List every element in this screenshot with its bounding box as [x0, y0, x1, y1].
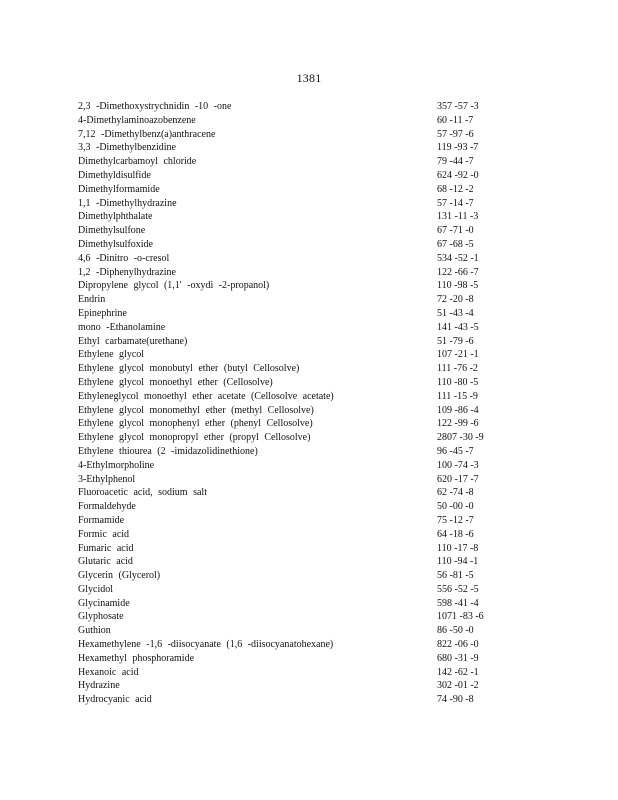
chemical-name: Hexanoic acid: [78, 666, 139, 678]
chemical-name: Dimethylsulfone: [78, 225, 146, 237]
list-item: [78, 610, 498, 624]
chemical-name: Glycidol: [78, 583, 113, 595]
chemical-name: Ethylene glycol monomethyl ether (methyl Cellosolve): [78, 404, 314, 416]
cas-number: 122 -99 -6: [437, 418, 479, 430]
list-item: [78, 638, 498, 652]
list-item: [78, 335, 498, 349]
list-item: [78, 169, 498, 183]
cas-number: 62 -74 -8: [437, 487, 474, 499]
cas-number: 1071 -83 -6: [437, 611, 484, 623]
list-item: [78, 693, 498, 707]
cas-number: 67 -71 -0: [437, 225, 474, 237]
cas-number: 75 -12 -7: [437, 514, 474, 526]
cas-number: 142 -62 -1: [437, 666, 479, 678]
cas-number: 620 -17 -7: [437, 473, 479, 485]
chemical-name: Dipropylene glycol (1,1' -oxydi -2-propanol): [78, 280, 270, 292]
chemical-name: Dimethylphthalate: [78, 211, 153, 223]
list-item: [78, 500, 498, 514]
cas-number: 141 -43 -5: [437, 321, 479, 333]
list-item: [78, 128, 498, 142]
list-item: [78, 390, 498, 404]
list-item: [78, 321, 498, 335]
cas-number: 131 -11 -3: [437, 211, 479, 223]
cas-number: 122 -66 -7: [437, 266, 479, 278]
cas-number: 357 -57 -3: [437, 101, 479, 112]
chemical-name: Formic acid: [78, 528, 130, 540]
cas-number: 598 -41 -4: [437, 597, 479, 609]
chemical-name: Formaldehyde: [78, 501, 136, 513]
list-item: [78, 417, 498, 431]
cas-number: 50 -00 -0: [437, 501, 474, 513]
chemical-list: [78, 100, 498, 707]
cas-number: 534 -52 -1: [437, 252, 479, 264]
cas-number: 119 -93 -7: [437, 142, 479, 154]
chemical-name: mono -Ethanolamine: [78, 321, 166, 333]
list-item: [78, 183, 498, 197]
chemical-name: Glutaric acid: [78, 556, 133, 568]
list-item: [78, 266, 498, 280]
chemical-name: 3-Ethylphenol: [78, 473, 136, 485]
list-item: [78, 238, 498, 252]
chemical-name: Dimethyldisulfide: [78, 169, 151, 181]
list-item: [78, 114, 498, 128]
cas-number: 86 -50 -0: [437, 625, 474, 637]
chemical-name: Epinephrine: [78, 307, 127, 319]
list-item: [78, 348, 498, 362]
chemical-name: Ethylene thiourea (2 -imidazolidinethione): [78, 445, 258, 457]
cas-number: 74 -90 -8: [437, 694, 474, 706]
list-item: [78, 210, 498, 224]
list-item: [78, 624, 498, 638]
chemical-name: Ethylene glycol monoethyl ether (Cellosolve): [78, 376, 273, 388]
list-item: [78, 528, 498, 542]
chemical-name: 2,3 -Dimethoxystrychnidin -10 -one: [78, 101, 232, 112]
list-item: [78, 376, 498, 390]
cas-number: 72 -20 -8: [437, 294, 474, 306]
list-item: [78, 473, 498, 487]
cas-number: 111 -76 -2: [437, 363, 478, 375]
list-item: [78, 583, 498, 597]
cas-number: 624 -92 -0: [437, 169, 479, 181]
cas-number: 111 -15 -9: [437, 390, 478, 402]
chemical-name: 4-Dimethylaminoazobenzene: [78, 114, 196, 126]
list-item: [78, 459, 498, 473]
cas-number: 57 -97 -6: [437, 128, 474, 140]
list-item: [78, 569, 498, 583]
list-item: [78, 224, 498, 238]
chemical-name: Hexamethyl phosphoramide: [78, 652, 195, 664]
cas-number: 67 -68 -5: [437, 238, 474, 250]
list-item: [78, 542, 498, 556]
cas-number: 57 -14 -7: [437, 197, 474, 209]
list-item: [78, 141, 498, 155]
chemical-name: Formamide: [78, 514, 125, 526]
list-item: [78, 100, 498, 114]
chemical-name: Fumaric acid: [78, 542, 134, 554]
cas-number: 110 -80 -5: [437, 376, 479, 388]
list-item: [78, 679, 498, 693]
chemical-name: Ethylene glycol: [78, 349, 145, 361]
chemical-name: Fluoroacetic acid, sodium salt: [78, 487, 207, 499]
chemical-name: Dimethylcarbamoyl chloride: [78, 156, 197, 168]
cas-number: 51 -43 -4: [437, 307, 474, 319]
list-item: [78, 514, 498, 528]
cas-number: 302 -01 -2: [437, 680, 479, 692]
cas-number: 109 -86 -4: [437, 404, 479, 416]
chemical-name: Hydrocyanic acid: [78, 694, 152, 706]
chemical-name: Glycinamide: [78, 597, 130, 609]
list-item: [78, 197, 498, 211]
list-item: [78, 155, 498, 169]
cas-number: 110 -94 -1: [437, 556, 479, 568]
list-item: [78, 555, 498, 569]
chemical-name: Ethylene glycol monophenyl ether (phenyl Cellosolve): [78, 418, 313, 430]
cas-number: 56 -81 -5: [437, 570, 474, 582]
cas-number: 60 -11 -7: [437, 114, 474, 126]
page-number: 1381: [296, 71, 322, 85]
cas-number: 96 -45 -7: [437, 445, 474, 457]
chemical-name: Endrin: [78, 294, 106, 306]
chemical-name: 4-Ethylmorpholine: [78, 459, 155, 471]
list-item: [78, 307, 498, 321]
cas-number: 107 -21 -1: [437, 349, 479, 361]
cas-number: 100 -74 -3: [437, 459, 479, 471]
list-item: [78, 666, 498, 680]
cas-number: 110 -17 -8: [437, 542, 479, 554]
cas-number: 822 -06 -0: [437, 639, 479, 651]
chemical-name: 1,1 -Dimethylhydrazine: [78, 197, 177, 209]
chemical-name: Dimethylsulfoxide: [78, 238, 153, 250]
chemical-name: Glyphosate: [78, 611, 124, 623]
chemical-name: 1,2 -Diphenylhydrazine: [78, 266, 176, 278]
list-item: [78, 252, 498, 266]
chemical-name: Ethylene glycol monopropyl ether (propyl Cellosolve): [78, 432, 311, 444]
list-item: [78, 597, 498, 611]
list-item: [78, 445, 498, 459]
chemical-name: Hexamethylene -1,6 -diisocyanate (1,6 -diisocyanatohexane): [78, 639, 334, 651]
chemical-name: 4,6 -Dinitro -o-cresol: [78, 252, 170, 264]
chemical-name: Guthion: [78, 625, 111, 637]
list-item: [78, 293, 498, 307]
list-item: [78, 431, 498, 445]
chemical-name: Glycerin (Glycerol): [78, 570, 161, 582]
cas-number: 110 -98 -5: [437, 280, 479, 292]
list-item: [78, 652, 498, 666]
list-item: [78, 404, 498, 418]
cas-number: 2807 -30 -9: [437, 432, 484, 444]
list-item: [78, 362, 498, 376]
list-item: [78, 486, 498, 500]
cas-number: 79 -44 -7: [437, 156, 474, 168]
cas-number: 68 -12 -2: [437, 183, 474, 195]
list-item: [78, 279, 498, 293]
chemical-name: Ethyleneglycol monoethyl ether acetate (Cellosolve acetate): [78, 390, 334, 402]
chemical-name: Dimethylformamide: [78, 183, 160, 195]
cas-number: 64 -18 -6: [437, 528, 474, 540]
cas-number: 51 -79 -6: [437, 335, 474, 347]
cas-number: 556 -52 -5: [437, 583, 479, 595]
chemical-name: Ethylene glycol monobutyl ether (butyl Cellosolve): [78, 363, 300, 375]
chemical-name: 7,12 -Dimethylbenz(a)anthracene: [78, 128, 216, 140]
cas-number: 680 -31 -9: [437, 652, 479, 664]
chemical-name: 3,3 -Dimethylbenzidine: [78, 142, 176, 154]
chemical-name: Hydrazine: [78, 680, 120, 692]
chemical-name: Ethyl carbamate(urethane): [78, 335, 188, 347]
